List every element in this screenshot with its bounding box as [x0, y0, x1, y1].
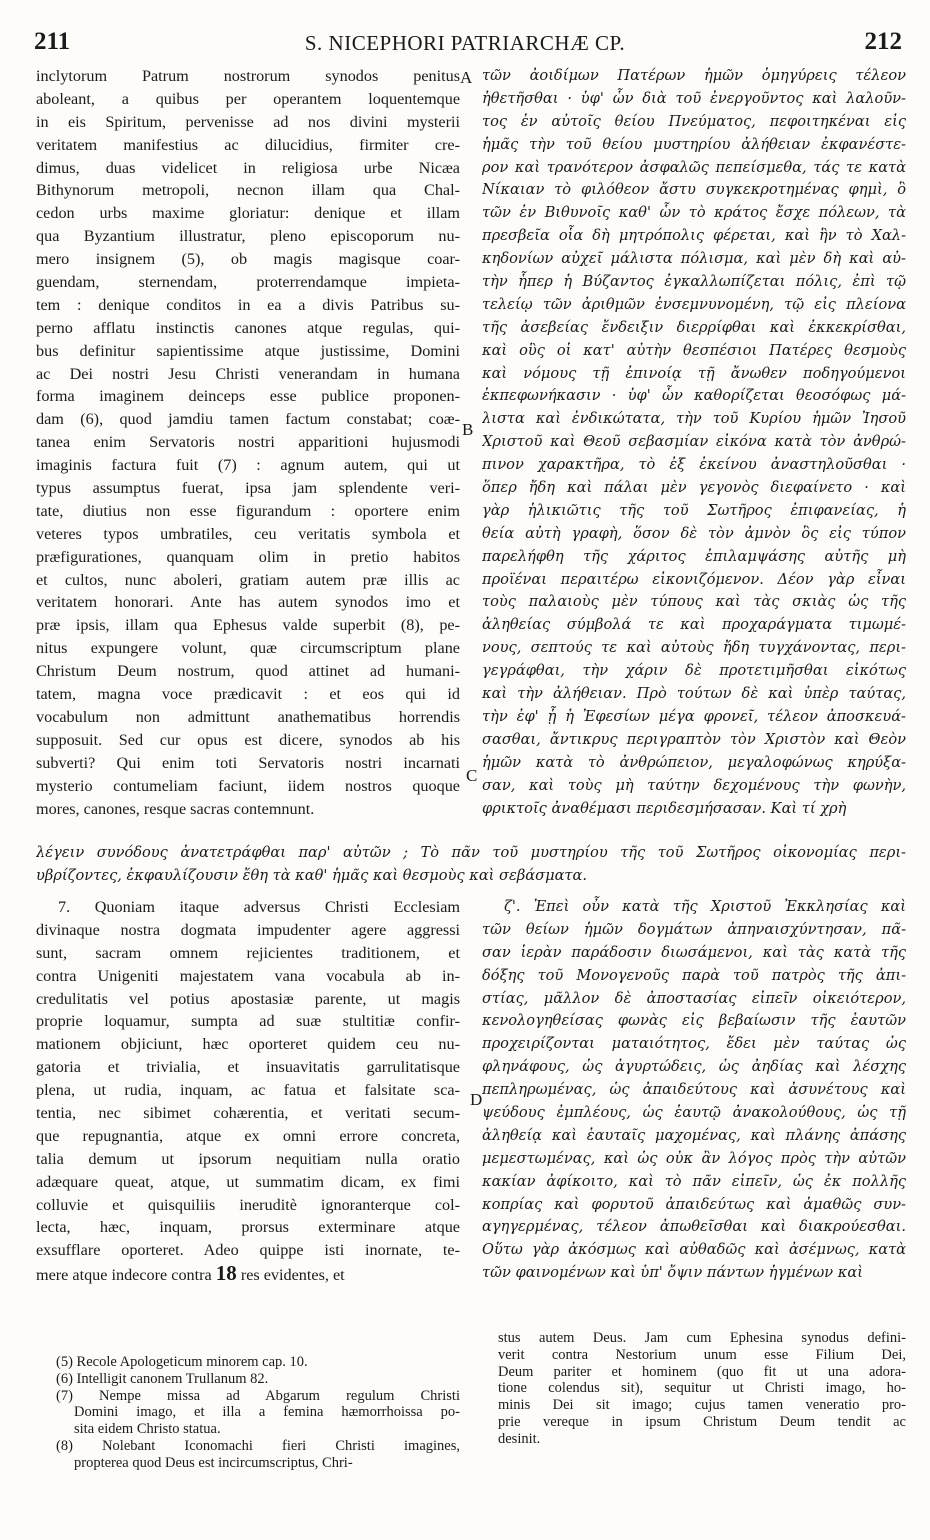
text-line: tem : denique conditos in ea a divis Patribus su-	[36, 295, 460, 314]
text-line: γεγράφθαι, τὴν χάριν δὲ προτετιμῆσθαι εἰκότως	[482, 662, 906, 680]
text-line: veritatem manifestius ac dilucidius, firmiter cre-	[36, 135, 460, 154]
text-line: proprie loquamur, sumpta ad suæ stultitiæ confir-	[36, 1012, 460, 1031]
text-line: sunt, sacram omnem rejicientes traditionem, et	[36, 943, 460, 962]
text-line: colluvie et quisquiliis ineruditè ignoranterque col-	[36, 1195, 460, 1214]
text-line: τοὺς παλαιοὺς μὲν τύπους καὶ τὰς σκιὰς ὡς τῆς	[482, 593, 906, 611]
latin-final-line	[36, 1262, 460, 1285]
latin-column-top	[36, 65, 460, 820]
footnote-line: sita eidem Christo statua.	[74, 1421, 221, 1438]
text-line: ζ'. Ἐπεὶ οὖν κατὰ τῆς Χριστοῦ Ἐκκλησίας καὶ	[504, 898, 906, 915]
text-line: divinaque nostra dogmata impudenter agere aggressi	[36, 920, 460, 939]
text-line: γὰρ ἡλικιῶτις τῆς τοῦ Σωτῆρος ἐπιφανείας, ἡ	[482, 501, 906, 519]
text-line: κοπρίας καὶ φορυτοῦ ἀπαιδεύτως καὶ ἀμαθῶς συν-	[482, 1195, 906, 1213]
footnote-line: stus autem Deus. Jam cum Ephesina synodus defini-	[498, 1330, 906, 1346]
text-line: τὴν ἐφ' ᾗ ἡ Ἐφεσίων μέγα φρονεῖ, τέλεον ἀποσκευά-	[482, 707, 906, 725]
text-line: typus assumptus fuerat, ipsa jam splendente veri-	[36, 479, 460, 498]
text-line: κηδονίων αὐχεῖ μάλιστα πόλισμα, καὶ μὲν δὴ καὶ αὐ-	[482, 250, 906, 268]
text-line: nitus expungere volunt, quæ circumscriptum plane	[36, 639, 460, 658]
text-line: exsufflare oporteret. Adeo quippe isti inornate, te-	[36, 1241, 460, 1260]
text-line: παρελήφθη τῆς χάριτος ἐπιλαμψάσης αὐτῆς μὴ	[482, 547, 906, 565]
latin-bottom-lines	[36, 896, 460, 1262]
text-line: præfigurationes, quanquam olim in pretio habitos	[36, 547, 460, 566]
text-line: φληνάφους, ὡς ἀγυρτώδεις, ὡς ἀηδίας καὶ λέσχης	[482, 1058, 906, 1076]
text-line: supposuit. Sed cur opus est dicere, synodos ab his	[36, 730, 460, 749]
text-line: veteres typos umbratiles, ceu veritatis symbola et	[36, 524, 460, 543]
greek-spanning-lines	[36, 842, 906, 888]
text-line: δόξης τοῦ Μονογενοῦς παρὰ τοῦ πατρὸς τῆς ἀπι-	[482, 966, 906, 984]
text-line: φρικτοῖς ἀναθέμασι περιδεσμήσασαν. Καὶ τί χρὴ	[482, 799, 847, 817]
text-line: τῆς ἀσεβείας ἔνδειξιν διερρίφθαι καὶ ἐκκεκρίσθαι,	[482, 318, 906, 336]
greek-column-bottom	[482, 896, 906, 1285]
footnote-line: verit contra Nestorium unum esse Filium Dei,	[498, 1346, 906, 1363]
text-line: tanea enim Servatoris nostri apparitioni hujusmodi	[36, 433, 460, 452]
text-line: καὶ νόμους τῇ ἐπινοίᾳ τῇ ἄνωθεν ποδηγούμενοι	[482, 364, 906, 382]
text-line: προϊέναι περαιτέρω εἰκονιζόμενον. Δέον γὰρ εἶναι	[482, 570, 906, 588]
text-line: forma imaginem deinceps esse publice proponen-	[36, 387, 460, 406]
margin-marker-d: D	[470, 1090, 483, 1109]
text-line: τῶν ἐν Βιθυνοῖς καθ' ὧν τὸ κράτος ἔσχε πόλεων, τὰ	[482, 204, 906, 222]
text-line: ρον καὶ τρανότερον ἀσφαλῶς πεπείσμεθα, τάς τε κατὰ	[482, 158, 906, 176]
text-line: ἡμᾶς τὴν τοῦ θείου μυστηρίου ἀλήθειαν ἐκφανέστε-	[482, 135, 906, 153]
text-line: inclytorum Patrum nostrorum synodos penitus	[36, 67, 460, 85]
text-line: tentia, nec sibimet cohærentia, et veritati secum-	[36, 1104, 460, 1123]
text-line: ἡμῶν κατὰ τὸ ἀνθρώπειον, μεγαλοφώνως κηρύξα-	[482, 753, 906, 771]
footnote-line: prie vereque in ipsum Christum Deum tendit ac	[498, 1413, 906, 1430]
text-line: qua Byzantium illustratur, pleno episcoporum nu-	[36, 227, 460, 246]
margin-marker-a: A	[460, 68, 473, 87]
page-header	[0, 28, 930, 62]
text-line: Χριστοῦ καὶ Θεοῦ σεβασμίαν εἰκόνα κατὰ τὸν ἀνθρώ-	[482, 433, 906, 451]
footnote-line: tione colendus sit), sequitur ut Christi imago, ho-	[498, 1380, 906, 1397]
signature-mark: 18	[215, 1262, 237, 1286]
text-line: plena, ut rudia, inquam, ac fatua et falsitate sca-	[36, 1081, 460, 1100]
text-line: talia demum ut ipsorum nequitiam nulla oratio	[36, 1149, 460, 1168]
text-line: καὶ οὓς οἱ κατ' αὐτὴν θεσπέσιοι Πατέρες θεσμοὺς	[482, 341, 906, 359]
text-line: τελείῳ τῶν ἀριθμῶν ἐνσεμνυνομένη, τῷ εἰς πλείονα	[482, 295, 906, 313]
text-line: mysterio contumeliam faciunt, iidem nostros quoque	[36, 776, 460, 795]
text-line: et cultos, nunc aboleri, gratiam autem præ illis ac	[36, 570, 460, 589]
footnote-line: desinit.	[498, 1430, 541, 1447]
text-line: tate, diutius non esse figurandum : oportere enim	[36, 501, 460, 520]
text-line: αγηγερμένας, τέλεον ἀπωθεῖσθαι καὶ διακρούεσθαι.	[482, 1218, 906, 1236]
text-line: bus definitur sapientissime atque justissime, Domini	[36, 341, 460, 360]
text-line: in eis Spiritum, pervenisse ad nos divini mysterii	[36, 112, 460, 131]
text-line: μεμεστωμένας, καὶ ὡς οὐκ ἂν λόγος πρὸς τὴν αὐτῶν	[482, 1149, 906, 1167]
text-line: σαν ἱερὰν παράδοσιν διωσάμενοι, καὶ τὰς κατὰ τῆς	[482, 943, 906, 961]
text-line: πρεσβεῖα οἷα δὴ μητρόπολις φέρεται, καὶ ἣν τὸ Χαλ-	[482, 227, 906, 245]
footnote-line: (8) Nolebant Iconomachi fieri Christi imagines,	[56, 1437, 460, 1454]
text-line: contra Unigeniti majestatem vana vocabula ab in-	[36, 966, 460, 985]
text-line: ἀληθείᾳ καὶ ἑαυταῖς μαχομένας, καὶ πλάνης ἁπάσης	[482, 1126, 906, 1144]
text-line: ἀληθείας σύμβολά τε καὶ προχαράγματα τιμωμέ-	[482, 616, 906, 634]
text-line: mores, canones, resque sacras contemnunt.	[36, 799, 315, 818]
text-line: λέγειν συνόδους ἀνατετράφθαι παρ' αὐτῶν ; Τὸ πᾶν τοῦ μυστηρίου τῆς τοῦ Σωτῆρος οἰκονομίας περι-	[36, 844, 906, 861]
footnotes-right	[498, 1330, 906, 1448]
latin-final-text-before: mere atque indecore contra	[36, 1266, 212, 1285]
text-line: vocabulum non admittunt anathematibus horrendis	[36, 707, 460, 726]
text-line: Christum Deum nostrum, quod attinet ad humani-	[36, 662, 460, 681]
text-line: τος ἐν αὐτοῖς θείου Πνεύματος, πεφοιτηκέναι εἰς	[482, 112, 906, 130]
footnote-line: Deum pariter et hominem (quo fit ut una adora-	[498, 1363, 906, 1380]
text-line: aboleant, a quibus per operantem loquentemque	[36, 89, 460, 108]
text-line: gatoria et trivialia, et insuavitatis garrulitatisque	[36, 1058, 460, 1077]
text-line: πεπληρωμένας, ὡς ἀπαιδεύτους καὶ ἀσυνέτους καὶ	[482, 1081, 906, 1099]
text-line: τῶν φαινομένων καὶ ὑπ' ὄψιν πάντων ἡγμένων καὶ	[482, 1264, 863, 1282]
text-line: στίας, μᾶλλον δὲ ἀποστασίας εἰπεῖν οἰκειότερον,	[482, 989, 906, 1007]
latin-final-text-after: res evidentes, et	[240, 1266, 345, 1285]
text-line: cedon urbs maxime gloriatur: denique et illam	[36, 204, 460, 223]
text-line: subverti? Qui enim toti Servatoris nostri incarnati	[36, 753, 460, 772]
text-line: σασθαι, ἄντικρυς περιγραπτὸν τὸν Χριστὸν καὶ Θεὸν	[482, 730, 906, 748]
text-line: credulitatis vel potius apostasiæ parente, ut magis	[36, 989, 460, 1008]
page-number-left: 211	[34, 28, 71, 55]
text-line: perno afflatu instinctis canones atque regulas, qui-	[36, 318, 460, 337]
text-line: προχειρίζονται ματαιότητος, ἔδει μὲν ταύτας ὡς	[482, 1035, 906, 1053]
footnote-line: Domini imago, et illa a femina hæmorrhoissa po-	[74, 1404, 460, 1421]
text-line: veritatem honorari. Ante has autem synodos imo et	[36, 593, 460, 612]
running-title: S. NICEPHORI PATRIARCHÆ CP.	[304, 31, 626, 55]
text-line: ἠθετῆσθαι · ὑφ' ὧν διὰ τοῦ ἐνεργοῦντος καὶ λαλοῦν-	[482, 89, 906, 107]
footnote-line: propterea quod Deus est incircumscriptus, Chri-	[74, 1454, 353, 1471]
text-line: υβρίζοντες, ἐκφαυλίζουσιν ἔθη τὰ καθ' ἡμᾶς καὶ θεσμοὺς καὶ σεβάσματα.	[36, 866, 587, 884]
text-line: κενολογηθείσας φωνὰς εἰς βεβαίωσιν τῆς ἑαυτῶν	[482, 1012, 906, 1030]
text-line: πινον χαρακτῆρα, τὸ ἐξ ἐκείνου ἀναστηλοῦσθαι ·	[482, 456, 906, 474]
footnote-line: (5) Recole Apologeticum minorem cap. 10.	[56, 1354, 308, 1370]
margin-marker-c: C	[466, 766, 478, 785]
text-line: νους, σεπτούς τε καὶ αὐτοὺς ἤδη τυγχάνοντας, περι-	[482, 639, 906, 657]
text-line: Οὕτω γὰρ ἀκόσμως καὶ αὐθαδῶς καὶ ἀσέμνως, κατὰ	[482, 1241, 906, 1259]
text-line: adæquare queat, atque, ut summatim dicam, ex fimi	[36, 1172, 460, 1191]
text-line: θεία αὐτὴ γραφὴ, ὅσον δὲ τὸν ἀμνὸν ὃς εἰς τύπον	[482, 524, 906, 542]
text-line: 7. Quoniam itaque adversus Christi Ecclesiam	[58, 898, 460, 916]
footnotes-left	[56, 1354, 460, 1472]
margin-marker-b: B	[462, 420, 474, 439]
text-line: lecta, hæc, inquam, prorsus exterminare atque	[36, 1218, 460, 1237]
text-line: κακίαν ἀφίκοιτο, καὶ τὸ πᾶν εἰπεῖν, ὡς ἐκ πολλῆς	[482, 1172, 906, 1190]
text-line: ψεύδους ἐμπλέους, ὡς ἑαυτῷ ἀνακολούθους, ὡς τῇ	[482, 1104, 906, 1122]
text-line: mero insignem (5), ob magis magisque coar-	[36, 250, 460, 269]
text-line: λιστα καὶ ἐνδικώτατα, τὴν τοῦ Κυρίου ἡμῶν Ἰησοῦ	[482, 410, 906, 428]
page-number-right: 212	[864, 28, 902, 55]
text-line: mationem objiciunt, hæc oporteret quidem ceu nu-	[36, 1035, 460, 1054]
greek-column-top	[482, 65, 906, 820]
footnote-line: (7) Nempe missa ad Abgarum regulum Christi	[56, 1387, 460, 1404]
text-line: Νίκαιαν τὸ φιλόθεον ἄστυ συγκεκροτημένας φημὶ, ὃ	[482, 181, 906, 199]
text-line: guendam, sternendam, proterrendamque impieta-	[36, 273, 460, 292]
text-line: τῶν θείων ἡμῶν δογμάτων ἀπηναισχύντησαν, πᾶ-	[482, 920, 906, 938]
text-line: que repugnantia, atque ex omni errore concreta,	[36, 1126, 460, 1145]
text-line: Bithynorum metropoli, necnon illam qua Chal-	[36, 181, 460, 200]
text-line: σαν, καὶ τοὺς μὴ ταύτην δεχομένους τὴν φωνὴν,	[482, 776, 906, 794]
text-line: ἐκπεφωνήκασιν · ὑφ' ὧν καθορίζεται θεοσόφως μά-	[482, 387, 906, 405]
latin-column-bottom	[36, 896, 460, 1285]
footnote-line: minis Dei sit imago; cujus tamen veneratio pro-	[498, 1397, 906, 1414]
text-line: τῶν ἀοιδίμων Πατέρων ἡμῶν ὁμηγύρεις τέλεον	[482, 67, 906, 84]
text-line: καὶ τὴν ἀλήθειαν. Πρὸ τούτων δὲ καὶ ὑπὲρ ταύτας,	[482, 685, 906, 703]
text-line: tatem, magna voce prædicavit : et eos qui id	[36, 685, 460, 704]
text-line: imaginis factura fuit (7) : agnum autem, qui ut	[36, 456, 460, 475]
text-line: dimus, duas videlicet in religiosa urbe Nicæa	[36, 158, 460, 177]
footnote-line: (6) Intelligit canonem Trullanum 82.	[56, 1370, 269, 1387]
text-line: τὴν ἧπερ ἡ Βύζαντος ἐγκαλλωπίζεται πόλις, ἐπὶ τῷ	[482, 273, 906, 291]
text-line: præ ipsis, illam qua Ephesus valde superbit (8), pe-	[36, 616, 460, 635]
text-line: ὅπερ ἤδη καὶ πάλαι μὲν γεγονὸς διεφαίνετο · καὶ	[482, 479, 906, 497]
text-line: ac Dei nostri Jesu Christi venerandam in humana	[36, 364, 460, 383]
text-line: dam (6), quod jamdiu tamen factum constabat; coæ-	[36, 410, 460, 429]
